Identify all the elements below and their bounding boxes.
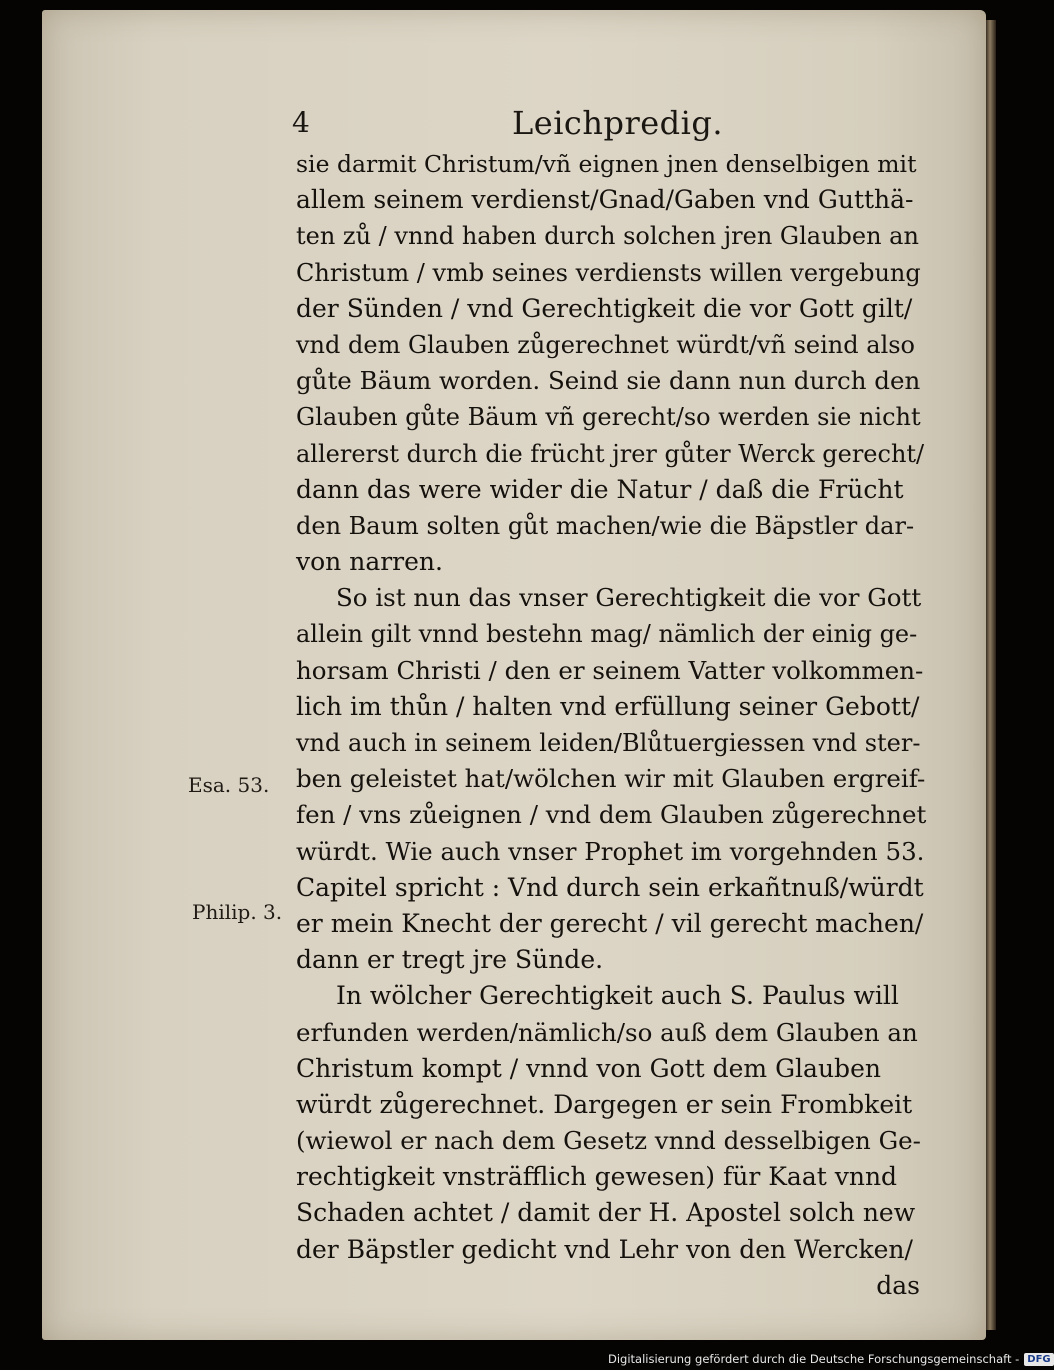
- text-line: der Bäpstler gedicht vnd Lehr von den Wercken/: [296, 1234, 913, 1264]
- page-number: 4: [292, 106, 310, 139]
- text-line: Schaden achtet / damit der H. Apostel solch new: [296, 1198, 916, 1228]
- text-line: vnd dem Glauben zůgerechnet würdt/vñ seind also: [296, 330, 916, 359]
- margin-note-philip: Philip. 3.: [192, 900, 283, 924]
- text-line: Glauben gůte Bäum vñ gerecht/so werden sie nicht: [296, 403, 921, 432]
- text-line: er mein Knecht der gerecht / vil gerecht machen/: [296, 908, 924, 938]
- running-head: Leichpredig.: [512, 104, 724, 142]
- text-line: allem seinem verdienst/Gnad/Gaben vnd Gutthä-: [296, 185, 914, 215]
- text-line: dann er tregt jre Sünde.: [296, 945, 604, 975]
- text-line: Christum kompt / vnnd von Gott dem Glauben: [296, 1053, 881, 1083]
- text-line: sie darmit Christum/vñ eignen jnen denselbigen mit: [296, 150, 917, 178]
- text-line: der Sünden / vnd Gerechtigkeit die vor Gott gilt/: [296, 293, 913, 323]
- paragraph-start-line: In wölcher Gerechtigkeit auch S. Paulus will: [336, 981, 899, 1011]
- dfg-logo-icon: DFG: [1024, 1353, 1053, 1366]
- margin-note-esa: Esa. 53.: [188, 773, 270, 797]
- text-line: ten zů / vnnd haben durch solchen jren Glauben an: [296, 222, 919, 251]
- page-edge: [986, 20, 996, 1330]
- text-line: vnd auch in seinem leiden/Blůtuergiessen vnd ster-: [296, 729, 921, 757]
- text-line: allererst durch die frücht jrer gůter Werck gerecht/: [296, 439, 925, 468]
- footer-text: Digitalisierung gefördert durch die Deutsche Forschungsgemeinschaft -: [608, 1352, 1020, 1366]
- text-line: erfunden werden/nämlich/so auß dem Glauben an: [296, 1017, 918, 1047]
- digitization-footer: [608, 1350, 1054, 1368]
- text-line: gůte Bäum worden. Seind sie dann nun durch den: [296, 366, 921, 396]
- text-line: würdt. Wie auch vnser Prophet im vorgehnden 53.: [296, 836, 925, 866]
- page-header: [292, 104, 732, 144]
- text-line: Capitel spricht : Vnd durch sein erkañtnuß/würdt: [296, 872, 924, 902]
- text-line: (wiewol er nach dem Gesetz vnnd desselbigen Ge-: [296, 1126, 921, 1156]
- catchword: das: [876, 1270, 920, 1300]
- text-line: horsam Christi / den er seinem Vatter volkommen-: [296, 655, 924, 685]
- text-line: dann das were wider die Natur / daß die Frücht: [296, 474, 904, 504]
- text-line: allein gilt vnnd bestehn mag/ nämlich der einig ge-: [296, 620, 918, 649]
- text-line: von narren.: [296, 547, 443, 577]
- text-line: lich im thůn / halten vnd erfüllung seiner Gebott/: [296, 691, 920, 721]
- text-line: ben geleistet hat/wölchen wir mit Glauben ergreif-: [296, 764, 926, 794]
- paragraph-start-line: So ist nun das vnser Gerechtigkeit die vor Gott: [336, 583, 922, 613]
- text-line: den Baum solten gůt machen/wie die Bäpstler dar-: [296, 511, 915, 540]
- body-text: [296, 146, 926, 1304]
- text-line: würdt zůgerechnet. Dargegen er sein Frombkeit: [296, 1089, 913, 1119]
- text-line: Christum / vmb seines verdiensts willen vergebung: [296, 258, 921, 287]
- text-line: fen / vns zůeignen / vnd dem Glauben zůgerechnet: [296, 800, 927, 830]
- text-line: rechtigkeit vnsträfflich gewesen) für Kaat vnnd: [296, 1162, 898, 1192]
